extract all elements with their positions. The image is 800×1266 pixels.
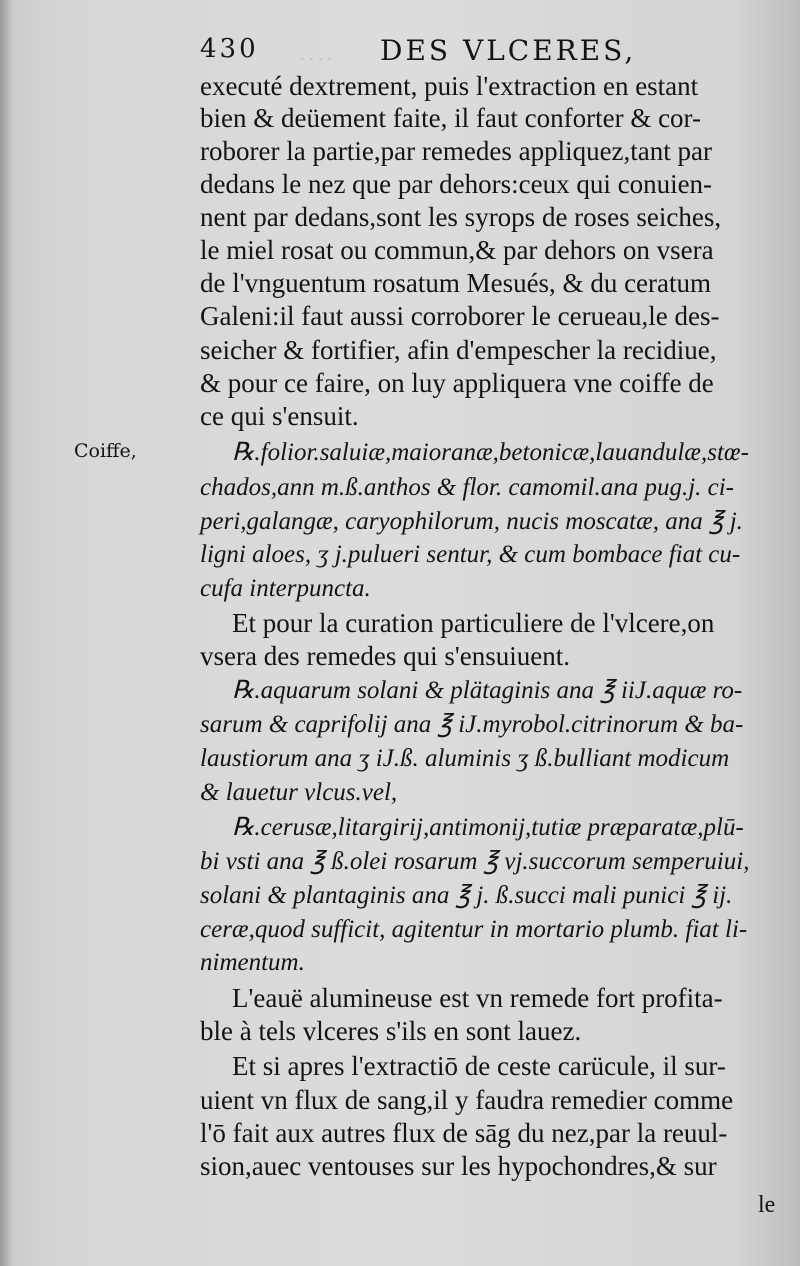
text-line: & pour ce faire, on luy appliquera vne coiffe de: [200, 368, 714, 398]
recipe-line: bi vsti ana ℥ ß.olei rosarum ℥ vj.succorum semperuiui,: [200, 848, 750, 875]
text-line: vsera des remedes qui s'ensuiuent.: [200, 641, 571, 671]
text-line: nent par dedans,sont les syrops de roses seiches,: [200, 202, 722, 232]
running-title: DES VLCERES,: [380, 34, 637, 67]
text-line: ce qui s'ensuit.: [200, 401, 359, 431]
recipe-line: solani & plantaginis ana ℥ j. ß.succi mali punici ℥ ij.: [200, 882, 733, 909]
text-line: Et si apres l'extractiō de ceste carücule, il sur-: [232, 1051, 726, 1081]
margin-note-coiffe: Coiffe,: [74, 440, 137, 462]
recipe-line: cufa interpuncta.: [200, 575, 371, 602]
text-line: seicher & fortifier, afin d'empescher la recidiue,: [200, 335, 717, 365]
recipe-line: & lauetur vlcus.vel,: [200, 779, 398, 806]
text-line: dedans le nez que par dehors:ceux qui conuien-: [200, 169, 713, 199]
recipe-line: ligni aloes, ʒ j.pulueri sentur, & cum bombace fiat cu-: [200, 541, 741, 568]
text-line: Galeni:il faut aussi corroborer le cerueau,le des-: [200, 301, 720, 331]
text-line: executé dextrement, puis l'extraction en estant: [200, 71, 699, 101]
recipe-line: peri,galangæ, caryophilorum, nucis moscatæ, ana ℥ j.: [200, 508, 743, 535]
recipe-line: ℞.cerusæ,litargirij,antimonij,tutiæ præparatæ,plū-: [232, 814, 744, 841]
text-line: le miel rosat ou commun,& par dehors on vsera: [200, 235, 714, 265]
text-line: bien & deüement faite, il faut conforter & cor-: [200, 103, 702, 133]
recipe-line: sarum & caprifolij ana ℥ iJ.myrobol.citrinorum & ba-: [200, 711, 744, 738]
text-line: uient vn flux de sang,il y faudra remedier comme: [200, 1085, 734, 1115]
catchword: le: [758, 1192, 776, 1218]
text-line: de l'vnguentum rosatum Mesués, & du ceratum: [200, 268, 712, 298]
page-binding-shadow: [0, 0, 14, 1266]
page-number: 430: [200, 34, 259, 64]
recipe-line: chados,ann m.ß.anthos & flor. camomil.ana pug.j. ci-: [200, 474, 735, 501]
text-line: l'ō fait aux autres flux de sāg du nez,par la reuul-: [200, 1118, 728, 1148]
text-line: roborer la partie,par remedes appliquez,tant par: [200, 136, 712, 166]
show-through-text: . . . .: [300, 44, 332, 64]
recipe-line: ℞.aquarum solani & plätaginis ana ℥ iiJ.aquæ ro-: [232, 677, 743, 704]
text-line: L'eauë alumineuse est vn remede fort profita-: [232, 983, 723, 1013]
text-line: Et pour la curation particuliere de l'vlcere,on: [232, 608, 715, 638]
running-header: [200, 34, 760, 74]
recipe-line: ceræ,quod sufficit, agitentur in mortario plumb. fiat li-: [200, 916, 748, 943]
recipe-line: ℞.folior.saluiæ,maioranæ,betonicæ,lauandulæ,stœ-: [232, 439, 749, 466]
text-line: ble à tels vlceres s'ils en sont lauez.: [200, 1016, 582, 1046]
recipe-line: laustiorum ana ʒ iJ.ß. aluminis ʒ ß.bulliant modicum: [200, 745, 730, 772]
text-line: sion,auec ventouses sur les hypochondres,& sur: [200, 1151, 717, 1181]
recipe-line: nimentum.: [200, 949, 305, 976]
